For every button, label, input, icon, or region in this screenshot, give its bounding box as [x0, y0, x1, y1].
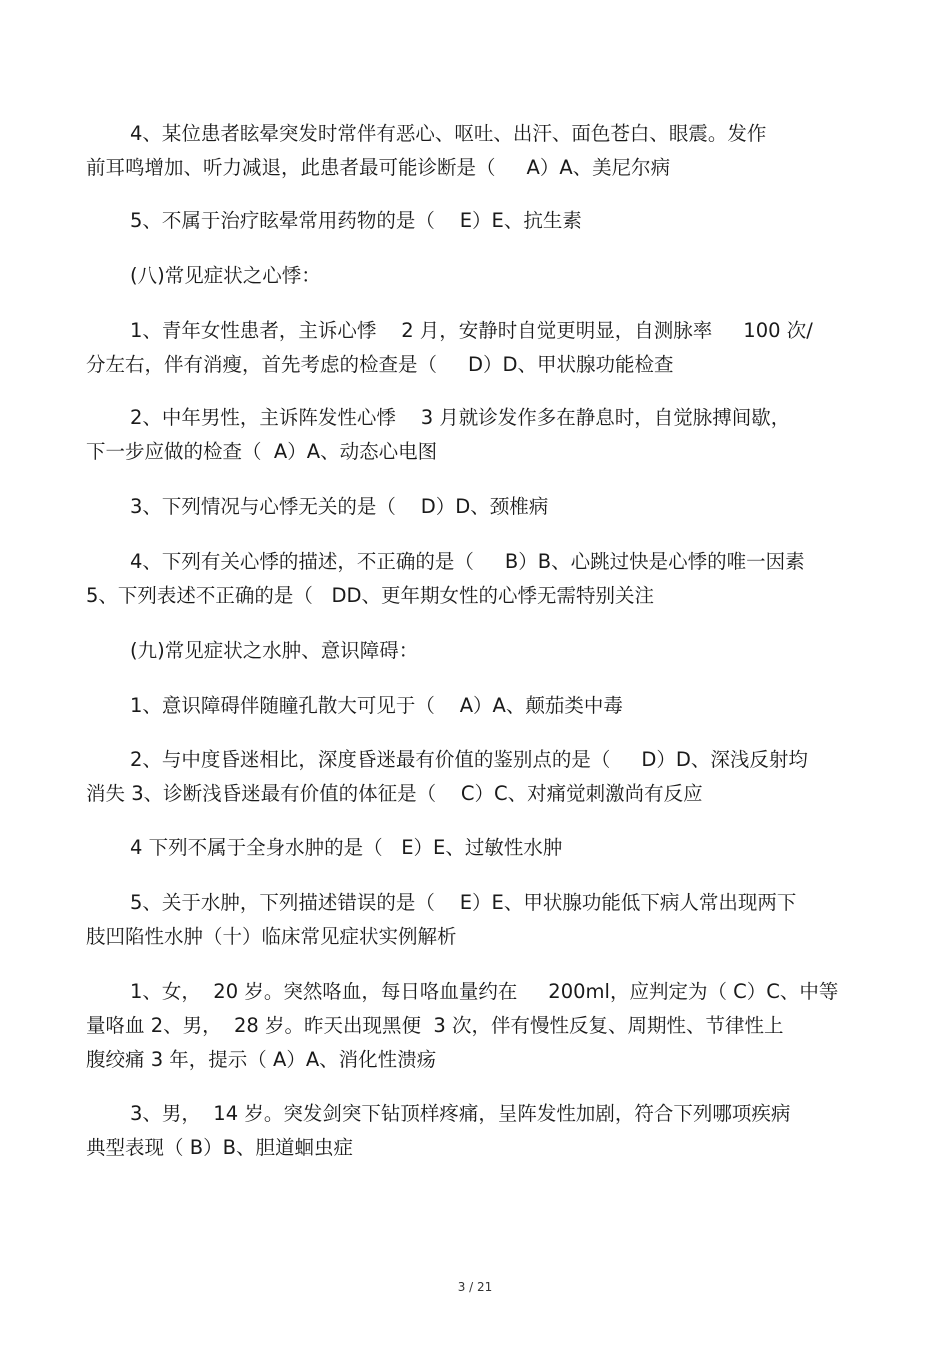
paragraph-line: 1、女， 20 岁。突然咯血，每日咯血量约在 200ml，应判定为（ C）C、中等	[130, 980, 839, 1003]
page-number: 3 / 21	[457, 1280, 493, 1294]
paragraph-q4-vertigo	[86, 117, 876, 185]
paragraph-q4-edema	[86, 831, 876, 865]
paragraph-line: 分左右，伴有消瘦，首先考虑的检查是（ D）D、甲状腺功能检查	[86, 353, 674, 376]
paragraph-line: 4 下列不属于全身水肿的是（ E）E、过敏性水肿	[130, 836, 563, 859]
paragraph-line: 量咯血 2、男， 28 岁。昨天出现黑便 3 次，伴有慢性反复、周期性、节律性上	[86, 1014, 784, 1037]
paragraph-line: 下一步应做的检查（ A）A、动态心电图	[86, 440, 438, 463]
paragraph-line: 5、下列表述不正确的是（ DD、更年期女性的心悸无需特别关注	[86, 584, 655, 607]
paragraph-q2-q3-coma	[86, 743, 876, 811]
paragraph-line: 3、下列情况与心悸无关的是（ D）D、颈椎病	[130, 495, 549, 518]
section-heading: (八)常见症状之心悸：	[130, 264, 321, 287]
paragraph-q1-consciousness	[86, 689, 876, 723]
paragraph-line: 2、与中度昏迷相比，深度昏迷最有价值的鉴别点的是（ D）D、深浅反射均	[130, 748, 808, 771]
paragraph-line: 4、下列有关心悸的描述，不正确的是（ B）B、心跳过快是心悸的唯一因素	[130, 550, 805, 573]
paragraph-line: 3、男， 14 岁。突发剑突下钻顶样疼痛，呈阵发性加剧，符合下列哪项疾病	[130, 1102, 791, 1125]
paragraph-line: 腹绞痛 3 年，提示（ A）A、消化性溃疡	[86, 1048, 437, 1071]
section-heading-edema	[86, 634, 876, 668]
paragraph-line: 典型表现（ B）B、胆道蛔虫症	[86, 1136, 353, 1159]
paragraph-line: 1、青年女性患者，主诉心悸 2 月，安静时自觉更明显，自测脉率 100 次/	[130, 319, 813, 342]
paragraph-case-1-2	[86, 975, 876, 1077]
paragraph-q2-palpitation	[86, 401, 876, 469]
section-heading: (九)常见症状之水肿、意识障碍：	[130, 639, 419, 662]
paragraph-line: 消失 3、诊断浅昏迷最有价值的体征是（ C）C、对痛觉刺激尚有反应	[86, 782, 703, 805]
paragraph-q5-edema	[86, 886, 876, 954]
paragraph-line: 5、关于水肿，下列描述错误的是（ E）E、甲状腺功能低下病人常出现两下	[130, 891, 797, 914]
paragraph-q4-q5-palpitation	[86, 545, 876, 613]
paragraph-line: 1、意识障碍伴随瞳孔散大可见于（ A）A、颠茄类中毒	[130, 694, 623, 717]
paragraph-line: 2、中年男性，主诉阵发性心悸 3 月就诊发作多在静息时，自觉脉搏间歇，	[130, 406, 791, 429]
paragraph-q5-vertigo	[86, 204, 876, 238]
paragraph-line: 4、某位患者眩晕突发时常伴有恶心、呕吐、出汗、面色苍白、眼震。发作	[130, 122, 767, 145]
paragraph-case-3	[86, 1097, 876, 1165]
paragraph-line: 5、不属于治疗眩晕常用药物的是（ E）E、抗生素	[130, 209, 582, 232]
paragraph-line: 肢凹陷性水肿（十）临床常见症状实例解析	[86, 925, 457, 948]
paragraph-q3-palpitation	[86, 490, 876, 524]
section-heading-palpitation	[86, 259, 876, 293]
paragraph-q1-palpitation	[86, 314, 876, 382]
paragraph-line: 前耳鸣增加、听力减退，此患者最可能诊断是（ A）A、美尼尔病	[86, 156, 671, 179]
